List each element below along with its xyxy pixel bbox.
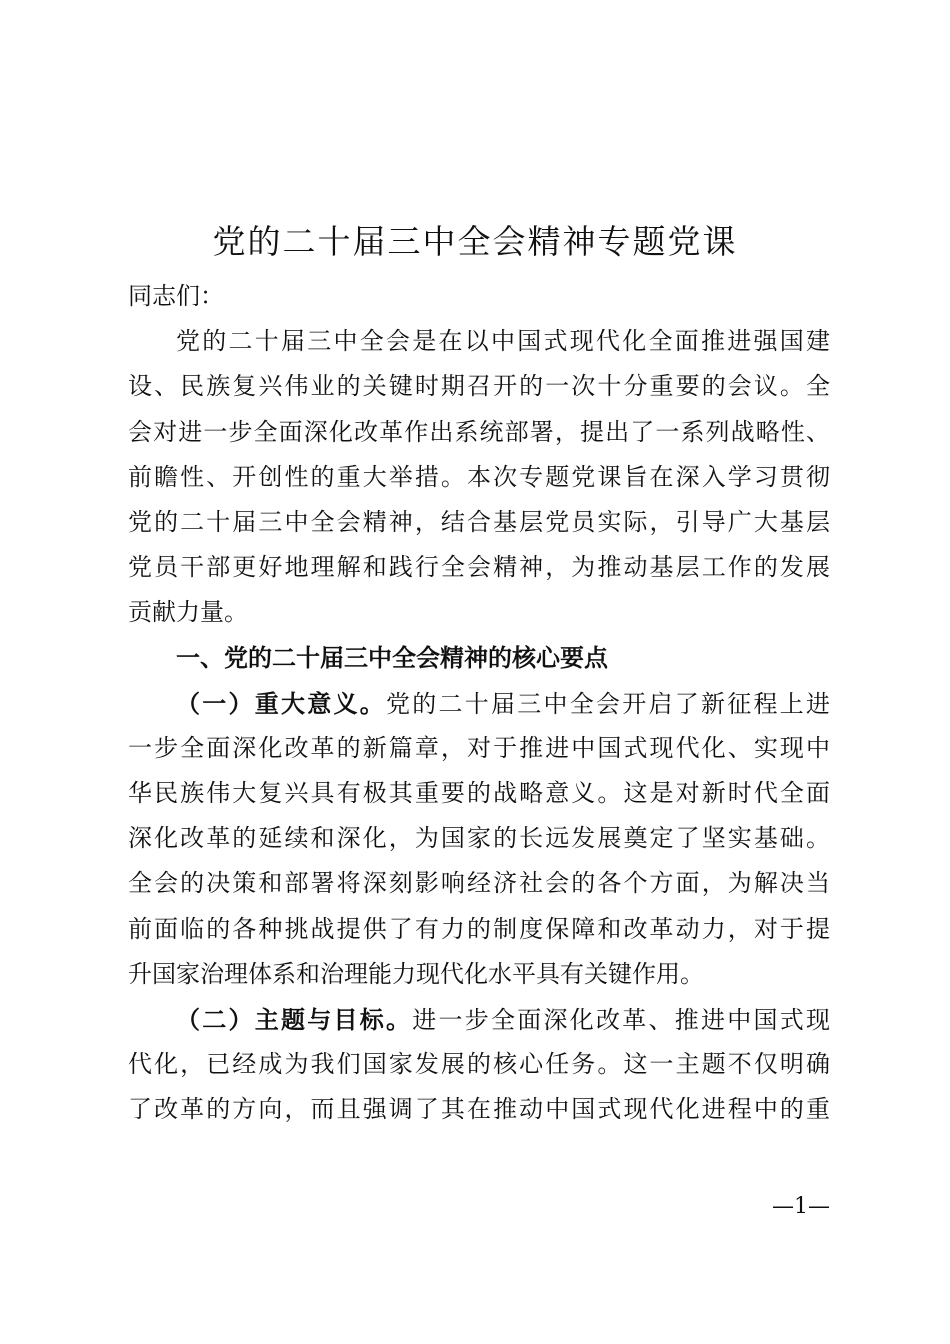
intro-line: 设、民族复兴伟业的关键时期召开的一次十分重要的会议。全 (128, 372, 830, 401)
intro-line: 党的二十届三中全会精神，结合基层党员实际，引导广大基层 (128, 507, 830, 536)
intro-line: 党的二十届三中全会是在以中国式现代化全面推进强国建 (176, 327, 830, 356)
section-heading: 一、党的二十届三中全会精神的核心要点 (176, 643, 608, 672)
intro-line: 前瞻性、开创性的重大举措。本次专题党课旨在深入学习贯彻 (128, 462, 830, 491)
subsection-1-paragraph (128, 681, 830, 997)
intro-line: 党员干部更好地理解和践行全会精神，为推动基层工作的发展 (128, 553, 830, 582)
subsection-2-paragraph (128, 997, 830, 1133)
subsection-1-line: 深化改革的延续和深化，为国家的长远发展奠定了坚实基础。 (128, 824, 830, 853)
subsection-1-line: 升国家治理体系和治理能力现代化水平具有关键作用。 (128, 959, 704, 988)
page-number: —1— (772, 1194, 830, 1219)
subsection-2-label: （二）主题与目标。 (176, 1005, 413, 1034)
salutation: 同志们： (128, 282, 224, 310)
subsection-1-line: 前面临的各种挑战提供了有力的制度保障和改革动力，对于提 (128, 914, 830, 943)
salutation-paragraph (128, 274, 830, 319)
subsection-2-line: 代化，已经成为我们国家发展的核心任务。这一主题不仅明确 (128, 1050, 830, 1079)
section-heading-paragraph (128, 636, 830, 681)
subsection-2-first-line (128, 997, 830, 1042)
intro-paragraph (128, 319, 830, 635)
document-body (128, 274, 830, 1133)
intro-line: 会对进一步全面深化改革作出系统部署，提出了一系列战略性、 (128, 417, 830, 446)
subsection-1-line: 华民族伟大复兴具有极其重要的战略意义。这是对新时代全面 (128, 779, 830, 808)
subsection-1-label: （一）重大意义。 (176, 688, 386, 718)
subsection-1-first-line-text: 党的二十届三中全会开启了新征程上进 (386, 689, 830, 718)
subsection-1-line: 一步全面深化改革的新篇章，对于推进中国式现代化、实现中 (128, 733, 830, 762)
intro-line: 贡献力量。 (128, 598, 248, 627)
document-title: 党的二十届三中全会精神专题党课 (212, 222, 738, 261)
subsection-1-first-line (128, 681, 830, 726)
subsection-1-line: 全会的决策和部署将深刻影响经济社会的各个方面，为解决当 (128, 869, 830, 898)
subsection-2-line: 了改革的方向，而且强调了其在推动中国式现代化进程中的重 (128, 1095, 830, 1124)
subsection-2-first-line-text: 进一步全面深化改革、推进中国式现 (412, 1006, 830, 1034)
